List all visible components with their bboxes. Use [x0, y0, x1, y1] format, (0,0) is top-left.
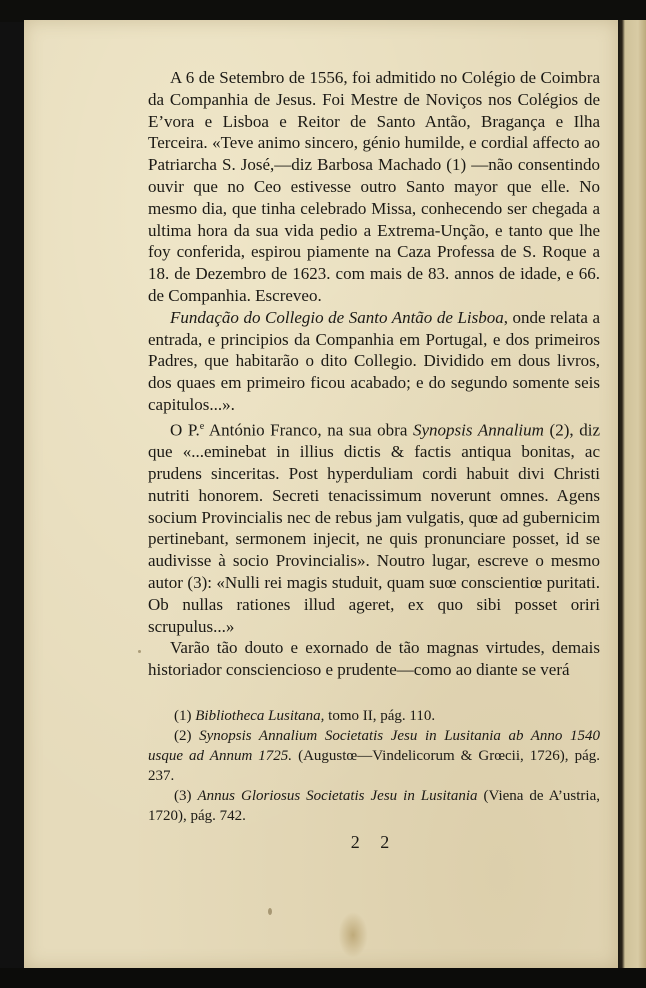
scan-border-top	[0, 0, 646, 22]
scan-border-bottom	[0, 968, 646, 988]
adjacent-page-edge	[618, 20, 646, 968]
paragraph-3-text: (2), diz que «...eminebat in illius dictis & factis antiqua bonitas, ac prudens sinceritas. Post hyperduliam cordi habuit divi Christi nutriti honorem. Secreti tenacissimum noverunt omnes. Agens socium Provincialis nec de rebus jam vulgatis, quœ ad gubernicim pertinebant, sermonem injecit, ne quis pronunciare posset, id se audivisse à socio Provincialis». Noutro lugar, escreve o mesmo autor (3): «Nulli rei magis studuit, quam suœ conscientiœ puritati. Ob nullas rationes illud ageret, ex quo sibi posset oriri scrupulus...»	[148, 420, 601, 636]
footnotes	[148, 706, 600, 826]
ink-spot	[268, 908, 272, 915]
footnote-title: Annus Gloriosus Societatis Jesu in Lusitania	[197, 788, 478, 804]
work-title-synopsis: Synopsis Annalium	[413, 420, 544, 440]
body-text	[148, 67, 600, 681]
paragraph-3-mid: António Franco, na sua obra	[204, 420, 414, 440]
signature-mark: 2 2	[350, 832, 398, 852]
footnote-number: (1)	[174, 708, 192, 724]
ink-spot	[138, 650, 141, 653]
footnote-text: (Augustœ—Vindelicorum & Grœcii, 1726), pág. 237.	[148, 748, 600, 784]
footnote-2	[148, 726, 600, 786]
work-title: Fundação do Collegio de Santo Antão de Lisboa	[170, 307, 504, 327]
footnote-number: (2)	[174, 728, 192, 744]
footnote-1	[148, 706, 600, 726]
footnote-text: tomo II, pág. 110.	[324, 708, 436, 724]
paragraph-3-superscript: e	[199, 420, 205, 432]
footnote-number: (3)	[174, 788, 192, 804]
paper-stain	[338, 912, 368, 958]
paragraph-4: Varão tão douto e exornado de tão magnas virtudes, demais historiador consciencioso e prudente—como ao diante se verá	[148, 638, 600, 680]
paragraph-2	[148, 307, 600, 416]
footnote-3	[148, 786, 600, 826]
footnote-title: Synopsis Annalium Societatis Jesu in Lusitania ab Anno 1540 usque ad Annum 1725.	[148, 728, 601, 764]
paragraph-1: A 6 de Setembro de 1556, foi admitido no Colégio de Coimbra da Companhia de Jesus. Foi Mestre de Noviços nos Colégios de E’vora e Lisboa e Reitor de Santo Antão, Bragança e Ilha Terceira. «Teve animo sincero, génio humilde, e cordial affecto ao Patriarcha S. José,—diz Barbosa Machado (1) —não consentindo ouvir que no Ceo estivesse outro Santo mayor que elle. No mesmo dia, que tinha celebrado Missa, conhecendo ser chegada a ultima hora da sua vida pedio a Extrema-Unção, e tanto que lhe foy conferida, espirou piamente na Caza Professa de S. Roque a 18. de Dezembro de 1623. com mais de 83. annos de idade, e 66. de Companhia. Escreveo.	[148, 68, 600, 305]
paragraph-3-start: O P.	[170, 420, 200, 440]
paragraph-3	[148, 416, 600, 638]
paragraph-2-text: , onde relata a entrada, e principios da Companhia em Portugal, e dos primeiros Padres, que habitarão o dito Collegio. Dividido em dous livros, dos quaes em primeiro ficou acabado; e do segundo somente seis capitulos...».	[148, 307, 600, 414]
footnote-text: (Viena de A’ustria, 1720), pág. 742.	[148, 788, 600, 824]
footnote-title: Bibliotheca Lusitana,	[195, 708, 325, 724]
